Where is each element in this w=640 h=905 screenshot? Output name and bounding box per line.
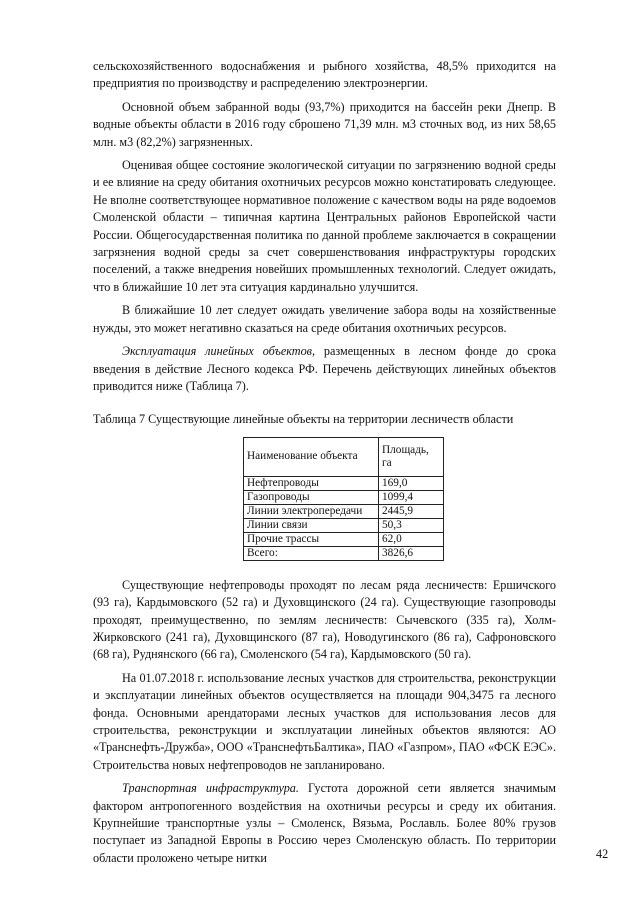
body-text [93, 58, 556, 867]
paragraph-water-use: сельскохозяйственного водоснабжения и рыбного хозяйства, 48,5% приходится на предприятия по производству и распределению электроэнергии. [93, 59, 556, 91]
table-header-row [244, 437, 444, 476]
table-header-name: Наименование объекта [244, 437, 379, 476]
table-cell-name: Газопроводы [244, 490, 379, 504]
table-header-area: Площадь, га [379, 437, 444, 476]
table-total-row [244, 546, 444, 560]
table-cell-area: 50,3 [379, 518, 444, 532]
paragraph-water-forecast: В ближайшие 10 лет следует ожидать увеличение забора воды на хозяйственные нужды, это может негативно сказаться на среде обитания охотничьих ресурсов. [93, 303, 556, 335]
paragraph-linear-objects [93, 343, 556, 395]
table-cell-name: Линии электропередачи [244, 504, 379, 518]
paragraph-transport [93, 780, 556, 867]
table-cell-name: Линии связи [244, 518, 379, 532]
table-cell-area: 169,0 [379, 476, 444, 490]
table-row [244, 532, 444, 546]
transport-text: Густота дорожной сети является значимым фактором антропогенного воздействия на охотничьи ресурсы и среду их обитания. Крупнейшие транспортные узлы – Смоленск, Вязьма, Рославль. Более 80% грузов поступает из Западной Европы в Россию через Смоленскую область. По территории области проложено четыре нитки [93, 781, 556, 865]
linear-objects-table [243, 437, 444, 561]
transport-heading: Транспортная инфраструктура. [122, 781, 299, 796]
table-caption: Таблица 7 Существующие линейные объекты на территории лесничеств области [93, 412, 514, 427]
table-cell-area: 1099,4 [379, 490, 444, 504]
table-row [244, 504, 444, 518]
table-cell-name: Прочие трассы [244, 532, 379, 546]
table-cell-area: 2445,9 [379, 504, 444, 518]
page-number: 42 [596, 847, 609, 861]
linear-objects-heading: Эксплуатация линейных объектов, [122, 344, 315, 359]
table-cell-area: 3826,6 [379, 546, 444, 560]
table-row [244, 518, 444, 532]
paragraph-dnepr-basin: Основной объем забранной воды (93,7%) приходится на бассейн реки Днепр. В водные объекты области в 2016 году сброшено 71,39 млн. м3 сточных вод, из них 58,65 млн. м3 (82,2%) загрязненных. [93, 99, 556, 149]
paragraph-pipelines: Существующие нефтепроводы проходят по лесам ряда лесничеств: Ершичского (93 га), Кардымовского (52 га) и Духовщинского (24 га). Существующие газопроводы проходят, преимущественно, по землям лесничеств: Сычевского (335 га), Холм-Жирковского (241 га), Духовщинского (87 га), Новодугинского (86 га), Сафроновского (68 га), Руднянского (66 га), Смоленского (54 га), Кардымовского (50 га). [93, 577, 556, 662]
table-row [244, 490, 444, 504]
table-cell-area: 62,0 [379, 532, 444, 546]
paragraph-forest-use: На 01.07.2018 г. использование лесных участков для строительства, реконструкции и эксплуатации линейных объектов осуществляется на площади 904,3475 га лесного фонда. Основными арендаторами лесных участков для использования лесов для строительства, реконструкции и эксплуатации линейных объектов являются: АО «Транснефть-Дружба», ООО «ТранснефтьБалтика», ПАО «Газпром», ПАО «ФСК ЕЭС». Строительства новых нефтепроводов не запланировано. [93, 670, 556, 772]
table-cell-name: Нефтепроводы [244, 476, 379, 490]
table-row [244, 476, 444, 490]
linear-objects-text: размещенных в лесном фонде до срока введения в действие Лесного кодекса РФ. Перечень действующих линейных объектов приводится ниже (Таблица 7). [93, 344, 556, 393]
paragraph-ecology-assessment: Оценивая общее состояние экологической ситуации по загрязнению водной среды и ее влияние на среду обитания охотничьих ресурсов можно констатировать следующее. Не вполне соответствующее нормативное положение с качеством воды на ряде водоемов Смоленской области – типичная картина Центральных районов Европейской части России. Общегосударственная политика по данной проблеме заключается в сокращении загрязнения водной среды за счет совершенствования инфраструктуры городских поселений, а также внедрения новейших промышленных технологий. Следует ожидать, что в ближайшие 10 лет эта ситуация кардинально улучшится. [93, 158, 556, 294]
table-cell-name: Всего: [244, 546, 379, 560]
